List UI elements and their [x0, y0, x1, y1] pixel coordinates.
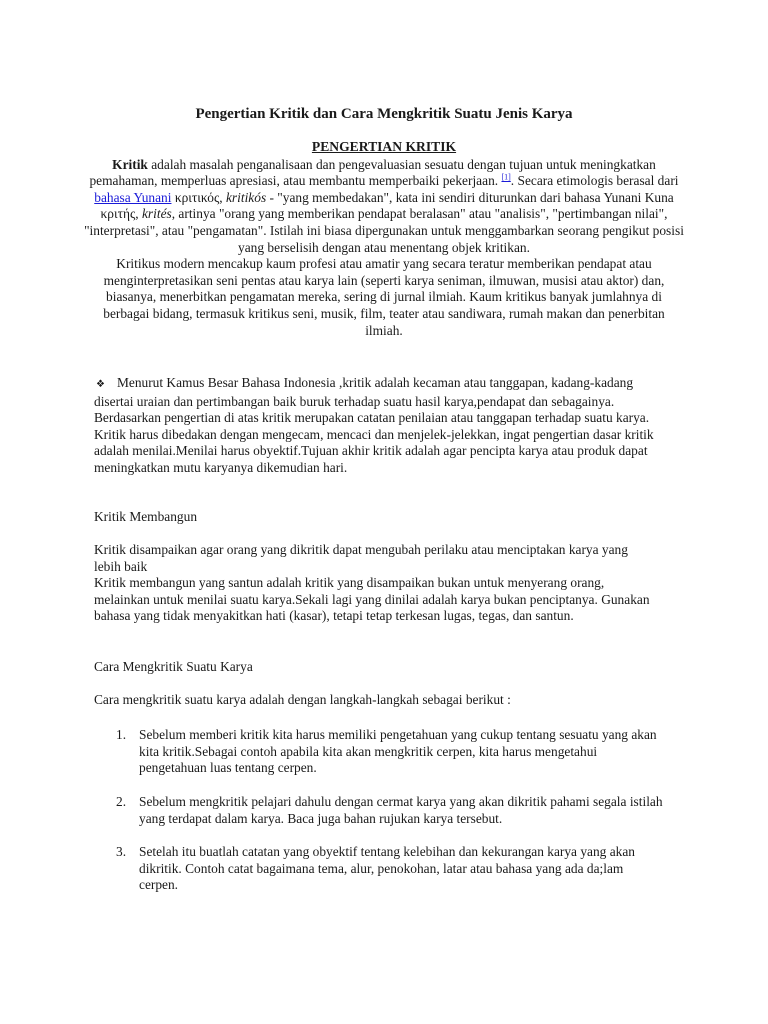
- kbbi-text-2: Berdasarkan pengertian di atas kritik merupakan catatan penilaian atau tanggapan terhadap suatu karya. Kritik harus dibedakan dengan mengecam, mencaci dan menjelek-jelekkan, ingat pengertian dasar kritik adalah menilai.Menilai harus obyektif.Tujuan akhir kritik adalah agar pencipta karya atau produk dapat meningkatkan mutu karyanya dikemudian hari.: [94, 410, 654, 475]
- membangun-section: [94, 542, 654, 625]
- list-text: Sebelum mengkritik pelajari dahulu dengan cermat karya yang akan dikritik pahami segala istilah yang terdapat dalam karya. Baca juga bahan rujukan karya tersebut.: [139, 794, 663, 826]
- kbbi-paragraph: [94, 375, 654, 477]
- list-number: 2.: [116, 794, 127, 809]
- etymology-text-b: κριτικός,: [171, 189, 226, 205]
- membangun-paragraph-2: Kritik membangun yang santun adalah kritik yang disampaikan bukan untuk menyerang orang, melainkan untuk menilai suatu karya.Sekali lagi yang dinilai adalah karya bukan penciptanya. Gunakan bahasa yang tidak menyakitkan hati (kasar), tetapi tetap terkesan lugas, tegas, dan santun.: [94, 575, 650, 624]
- etymology-text-a: Secara etimologis berasal dari: [514, 173, 679, 189]
- section-heading-pengertian: PENGERTIAN KRITIK: [311, 139, 457, 154]
- kbbi-text: Menurut Kamus Besar Bahasa Indonesia ,kritik adalah kecaman atau tanggapan, kadang-kadang disertai uraian dan pertimbangan baik buruk terhadap suatu hasil karya,pendapat dan sebagainya.: [94, 375, 634, 409]
- bahasa-yunani-link[interactable]: bahasa Yunani: [94, 189, 172, 205]
- paragraph-kritikus: Kritikus modern mencakup kaum profesi atau amatir yang secara teratur memberikan pendapat atau menginterpretasikan seni pentas atau karya lain (seperti karya seniman, ilmuwan, musisi atau aktor) dan, biasanya, menerbitkan pengamatan mereka, sering di jurnal ilmiah. Kaum kritikus banyak jumlahnya di berbagai bidang, termasuk kritikus seni, musik, film, teater atau sandiwara, rumah makan dan penerbitan ilmiah.: [103, 256, 665, 338]
- paragraph-definition: [84, 157, 684, 257]
- cara-intro: Cara mengkritik suatu karya adalah dengan langkah-langkah sebagai berikut :: [94, 692, 511, 707]
- etymology-text-c: - "yang membedakan", kata ini sendiri diturunkan dari bahasa Yunani Kuna κριτής,: [100, 189, 674, 222]
- list-number: 3.: [116, 844, 127, 859]
- cara-heading: Cara Mengkritik Suatu Karya: [94, 659, 253, 674]
- etymology-italic-2: krités: [141, 206, 172, 222]
- etymology-text-d: , artinya "orang yang memberikan pendapat beralasan" atau "analisis", "pertimbangan nilai", "interpretasi", atau "pengamatan". Istilah ini biasa dipergunakan untuk menggambarkan seorang pengikut posisi yang berselisih dengan atau menentang objek kritikan.: [84, 206, 684, 255]
- definition-text: adalah masalah penganalisaan dan pengevaluasian sesuatu dengan tujuan untuk meningkatkan pemahaman, memperluas apresiasi, atau membantu memperbaiki pekerjaan.: [89, 156, 656, 189]
- list-text: Setelah itu buatlah catatan yang obyektif tentang kelebihan dan kekurangan karya yang akan dikritik. Contoh catat bagaimana tema, alur, penokohan, latar atau bahasa yang ada da;lam cerpen.: [139, 844, 636, 893]
- list-number: 1.: [116, 727, 127, 742]
- membangun-paragraph-1: Kritik disampaikan agar orang yang dikritik dapat mengubah perilaku atau menciptakan karya yang lebih baik: [94, 542, 628, 574]
- list-text: Sebelum memberi kritik kita harus memiliki pengetahuan yang cukup tentang sesuatu yang akan kita kritik.Sebagai contoh apabila kita akan mengkritik cerpen, kita harus mengetahui pengetahuan luas tentang cerpen.: [139, 727, 657, 776]
- footnote-link[interactable]: [1]: [501, 172, 511, 182]
- term-kritik: Kritik: [112, 156, 148, 172]
- etymology-italic-1: kritikós: [225, 189, 267, 205]
- document-title: Pengertian Kritik dan Cara Mengkritik Suatu Jenis Karya: [195, 106, 573, 122]
- definition-section: [80, 139, 688, 339]
- definition-tail: .: [510, 173, 515, 189]
- bullet-icon: ❖: [96, 379, 105, 390]
- membangun-heading: Kritik Membangun: [94, 509, 198, 524]
